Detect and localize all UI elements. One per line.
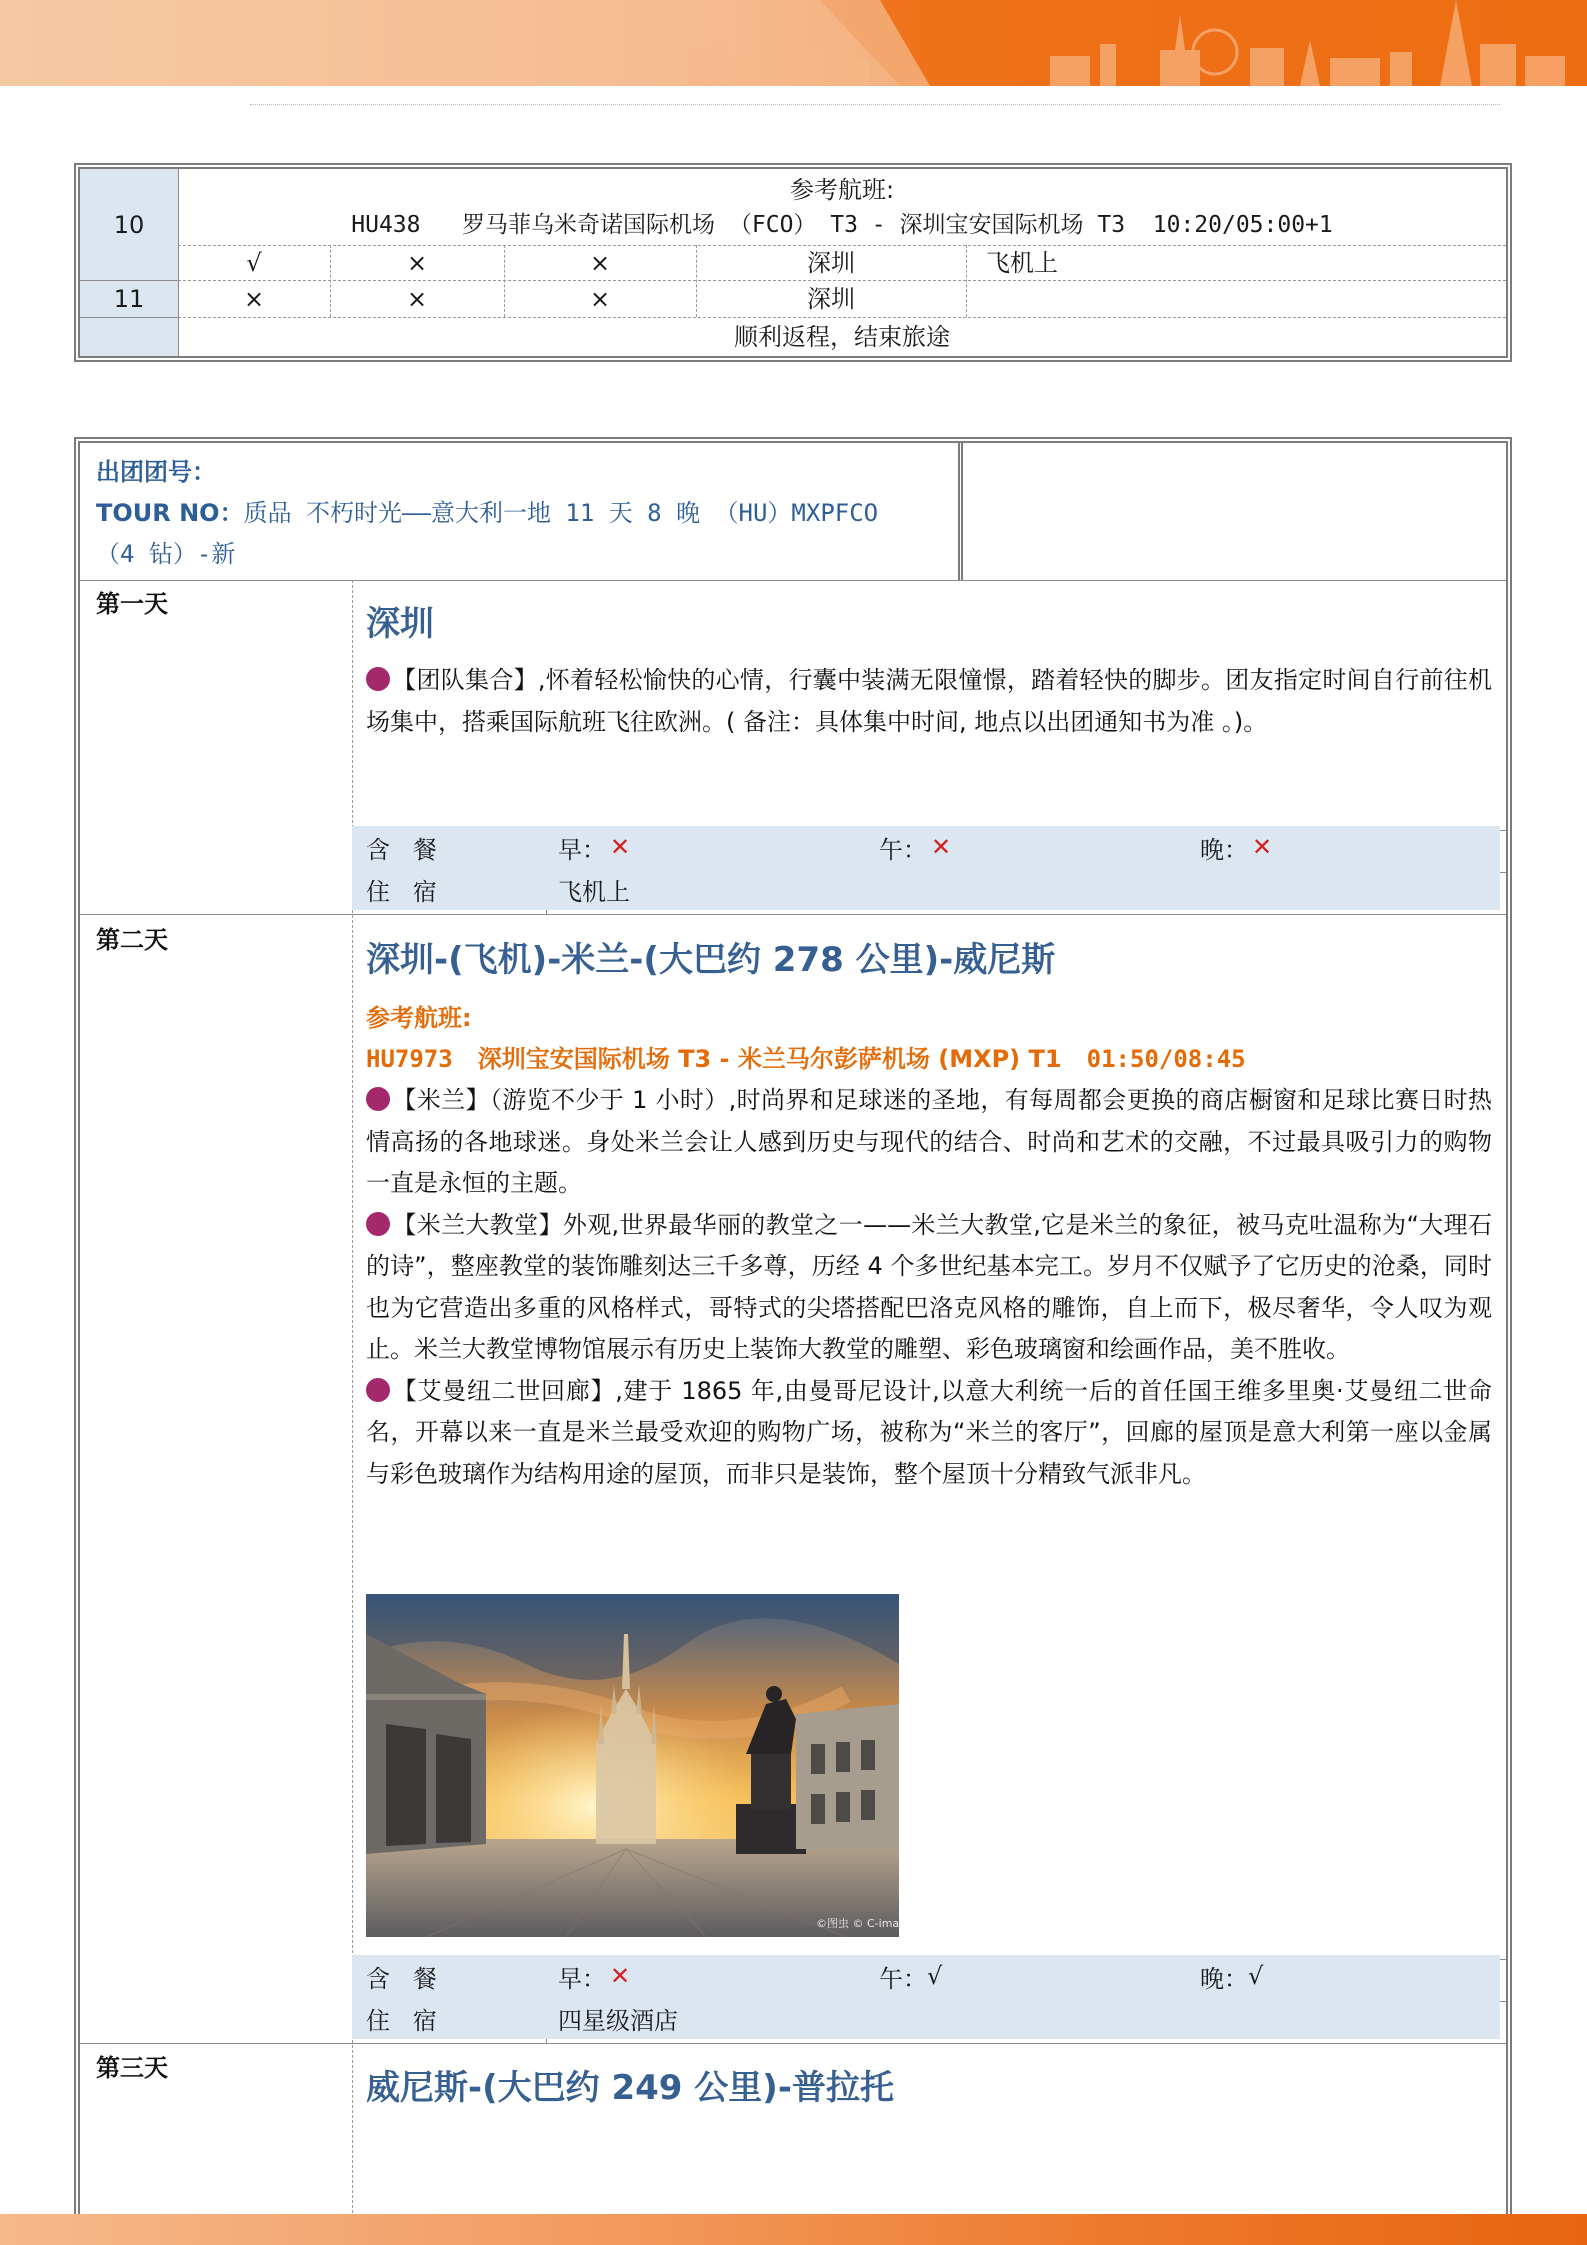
day1-lunch: 午： ✕ xyxy=(879,833,952,864)
row-10-lunch: × xyxy=(406,248,428,277)
tour-number-block xyxy=(96,452,956,575)
bullet-icon xyxy=(366,1087,390,1111)
photo-credit: ©图虫 © C-image xyxy=(816,1917,913,1930)
day1-label: 第一天 xyxy=(96,590,168,618)
row-11-breakfast: × xyxy=(243,284,265,313)
day2-description xyxy=(366,1080,1492,1495)
cross-icon: ✕ xyxy=(1252,833,1273,861)
day1-dinner: 晚： ✕ xyxy=(1200,833,1273,864)
row-10-dinner: × xyxy=(589,248,611,277)
cross-icon: ✕ xyxy=(610,833,631,861)
day3-label: 第三天 xyxy=(96,2054,168,2082)
check-icon: √ xyxy=(927,1962,943,1990)
row-10-number: 10 xyxy=(113,210,145,239)
day2-hotel-label: 住 宿 xyxy=(366,2006,437,2035)
tour-group-label: 出团团号： xyxy=(96,458,216,486)
ref-flight-label: 参考航班: xyxy=(789,176,895,204)
row-11-city: 深圳 xyxy=(807,284,855,313)
day1-breakfast: 早： ✕ xyxy=(558,833,631,864)
day1-hotel-label: 住 宿 xyxy=(366,877,437,906)
galleria-paragraph: 【艾曼纽二世回廊】,建于 1865 年,由曼哥尼设计,以意大利统一后的首任国王维多里奥·艾曼纽二世命名，开幕以来一直是米兰最受欢迎的购物广场，被称为“米兰的客厅”，回廊的屋顶是意大利第一座以金属与彩色玻璃作为结构用途的屋顶，而非只是装饰，整个屋顶十分精致气派非凡。 xyxy=(366,1376,1492,1488)
itinerary-summary-table xyxy=(74,163,1512,362)
day2-lunch: 午： √ xyxy=(879,1962,943,1993)
bullet-icon xyxy=(366,667,390,691)
header-banner xyxy=(0,0,1587,86)
milan-cathedral-photo xyxy=(366,1594,913,1937)
row-11-dinner: × xyxy=(589,284,611,313)
day1-meal-label: 含 餐 xyxy=(366,835,437,864)
cross-icon: ✕ xyxy=(931,833,952,861)
day1-description: 【团队集合】,怀着轻松愉快的心情，行囊中装满无限憧憬，踏着轻快的脚步。团友指定时间自行前往机场集中，搭乘国际航班飞往欧洲。( 备注：具体集中时间, 地点以出团通知书为准 。)。 xyxy=(366,666,1492,736)
footer-banner xyxy=(0,2214,1587,2245)
day1-city-title: 深圳 xyxy=(366,604,434,644)
day2-hotel-value: 四星级酒店 xyxy=(558,2006,678,2035)
header-divider xyxy=(250,104,1500,105)
skyline-decoration xyxy=(0,0,1587,86)
day1-hotel-row xyxy=(352,868,1500,910)
bullet-icon xyxy=(366,1212,390,1236)
row-11-lunch: × xyxy=(406,284,428,313)
row-10-breakfast: √ xyxy=(246,248,262,277)
milan-paragraph: 【米兰】（游览不少于 1 小时）,时尚界和足球迷的圣地，有每周都会更换的商店橱窗和足球比赛日时热情高扬的各地球迷。身处米兰会让人感到历史与现代的结合、时尚和艺术的交融，不过最具吸引力的购物一直是永恒的主题。 xyxy=(366,1086,1492,1197)
day2-hotel-row xyxy=(352,1997,1500,2039)
day2-breakfast: 早： ✕ xyxy=(558,1962,631,1993)
cross-icon: ✕ xyxy=(610,1962,631,1990)
row-10-city: 深圳 xyxy=(807,248,855,277)
tour-no-suffix: （4 钻）-新 xyxy=(96,540,236,568)
day1-hotel-value: 飞机上 xyxy=(558,877,630,906)
bullet-icon xyxy=(366,1378,390,1402)
return-flight-line: HU438 罗马菲乌米奇诺国际机场 （FCO） T3 - 深圳宝安国际机场 T3 10:20/05:00+1 xyxy=(351,211,1333,238)
day2-city-title: 深圳-(飞机)-米兰-(大巴约 278 公里)-威尼斯 xyxy=(366,940,1056,980)
duomo-paragraph: 【米兰大教堂】外观,世界最华丽的教堂之一——米兰大教堂,它是米兰的象征，被马克吐温称为“大理石的诗”，整座教堂的装饰雕刻达三千多尊，历经 4 个多世纪基本完工。岁月不仅赋予了它历史的沧桑，同时也为它营造出多重的风格样式，哥特式的尖塔搭配巴洛克风格的雕饰，自上而下，极尽奢华，令人叹为观止。米兰大教堂博物馆展示有历史上装饰大教堂的雕塑、彩色玻璃窗和绘画作品，美不胜收。 xyxy=(366,1210,1492,1363)
day2-label: 第二天 xyxy=(96,926,168,954)
tour-no-value: 质品 不朽时光——意大利一地 11 天 8 晚 （HU）MXPFCO xyxy=(243,499,879,527)
tour-no-label: TOUR NO： xyxy=(96,499,244,527)
day3-city-title: 威尼斯-(大巴约 249 公里)-普拉托 xyxy=(366,2068,894,2108)
row-10-hotel: 飞机上 xyxy=(986,248,1058,277)
day2-meal-label: 含 餐 xyxy=(366,1964,437,1993)
row-11-number: 11 xyxy=(113,284,145,313)
day2-flight-label: 参考航班: xyxy=(366,1004,472,1032)
check-icon: √ xyxy=(1248,1962,1264,1990)
day2-flight-line: HU7973 深圳宝安国际机场 T3 - 米兰马尔彭萨机场 (MXP) T1 01:50/08:45 xyxy=(366,1045,1246,1073)
day2-dinner: 晚： √ xyxy=(1200,1962,1264,1993)
trip-end-text: 顺利返程，结束旅途 xyxy=(734,322,950,351)
